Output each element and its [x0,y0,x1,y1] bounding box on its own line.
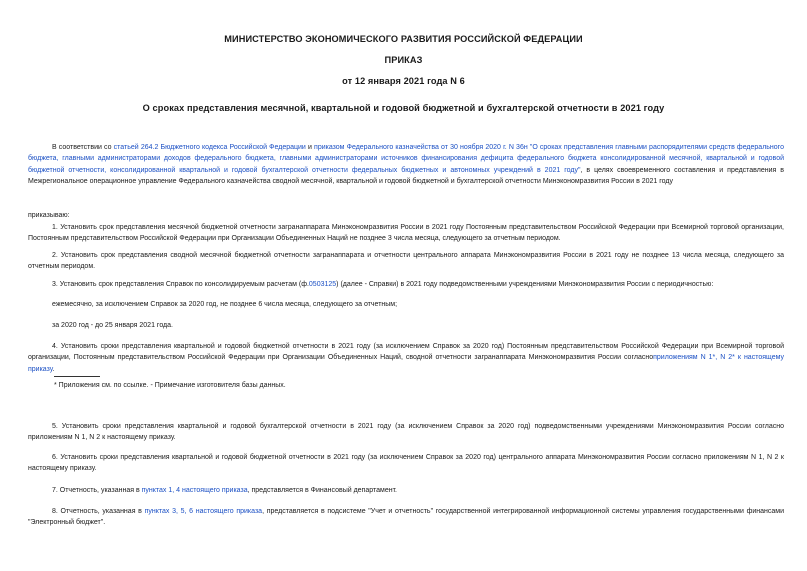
clause-8-text-2: , представляется в подсистеме "Учет и отчетность" государственной интегрированной информационной системы управления государственными финансами "Электронный бюджет". [28,508,784,527]
clause-7 [28,485,784,496]
clause-3-annual: за 2020 год - до 25 января 2021 года. [52,322,173,329]
intro-text-2: и [305,144,315,151]
clause-4-text-1: 4. Установить сроки представления квартальной и годовой бюджетной отчетности в 2021 году (за исключением Справок за 2020 год) Постоянным представительством Российской Федерации при Всемирной торговой организации, Постоянным представительством Российской Федерации при Организации Объединенных Наций, сводной отчетности загранаппарата Минэкономразвития России согласно [28,343,784,362]
treasury-order-link[interactable]: приказом Федерального казначейства от 30 ноября 2020 г. N 36н "О сроках представления главными распорядителями средств федерального бюджета, главными администраторами доходов федерального бюджета, главными администраторами источников финансирования дефицита федерального бюджета консолидированной месячной, квартальной и годовой бюджетной отчетности, консолидированной квартальной и годовой бухгалтерской отчетности федеральных бюджетных и автономных учреждений в 2021 году" [28,144,784,174]
clause-1: 1. Установить срок представления месячной бюджетной отчетности загранаппарата Минэкономразвития России в 2021 году Постоянным представительством Российской Федерации при Всемирной торговой организации, Постоянным представительством Российской Федерации при Организации Объединенных Наций не позднее 3 числа месяца, следующего за отчетным периодом. [28,224,784,243]
document-type: ПРИКАЗ [384,55,423,65]
ministry-heading: МИНИСТЕРСТВО ЭКОНОМИЧЕСКОГО РАЗВИТИЯ РОССИЙСКОЙ ФЕДЕРАЦИИ [224,34,583,44]
intro-text-1: В соответствии со [52,144,114,151]
footnote-divider [54,376,100,377]
clause-5: 5. Установить сроки представления квартальной и годовой бухгалтерской отчетности в 2021 году (за исключением Справок за 2020 год) подведомственными учреждениями Минэкономразвития России согласно приложениям N 1, N 2 к настоящему приказу. [28,423,784,442]
clause-4 [28,341,784,375]
intro-text-3: , в целях своевременного составления и представления в Межрегиональное операционное управление Федерального казначейства сводной месячной, квартальной и годовой бюджетной и бухгалтерской отчетности Минэкономразвития России в 2021 году [28,166,784,185]
clause-7-text-1: 7. Отчетность, указанная в [52,487,142,494]
order-word: приказываю: [28,212,70,219]
clause-4-text-2: . [52,365,55,373]
document-date: от 12 января 2021 года N 6 [342,76,465,86]
document-title: О сроках представления месячной, квартальной и годовой бюджетной и бухгалтерской отчетности в 2021 году [142,103,665,113]
budget-code-link[interactable]: статьей 264.2 Бюджетного кодекса Российской Федерации [113,144,306,151]
clauses-3-5-6-link[interactable]: пунктах 3, 5, 6 настоящего приказа [144,508,263,515]
intro-paragraph [28,142,784,187]
clause-3 [28,279,784,290]
clause-3-monthly: ежемесячно, за исключением Справок за 2020 год, не позднее 6 числа месяца, следующего за отчетным; [52,301,398,308]
form-0503125-link[interactable]: 0503125 [308,281,337,288]
clause-7-text-2: , представляется в Финансовый департамент. [247,487,397,494]
appendix-1-2-link[interactable]: приложениям N 1*, N 2* к настоящему приказу [28,354,784,373]
clause-2: 2. Установить срок представления сводной месячной бюджетной отчетности загранаппарата и отчетности центрального аппарата Минэкономразвития России в 2021 году не позднее 13 числа месяца, следующего за отчетным периодом. [28,252,784,271]
clause-8 [28,506,784,529]
clause-8-text-1: 8. Отчетность, указанная в [52,508,145,515]
clause-6: 6. Установить сроки представления квартальной и годовой бюджетной отчетности в 2021 году (за исключением Справок за 2020 год) центрального аппарата Минэкономразвития России согласно приложениям N 1, N 2 к настоящему приказу. [28,454,784,473]
footnote: * Приложения см. по ссылке. - Примечание изготовителя базы данных. [54,382,286,389]
clause-3-text-1: 3. Установить срок представления Справок по консолидируемым расчетам (ф. [52,281,309,288]
clauses-1-4-link[interactable]: пунктах 1, 4 настоящего приказа [141,487,248,494]
clause-3-text-2: ) (далее - Справки) в 2021 году подведомственными учреждениями Минэкономразвития России с периодичностью: [336,281,714,288]
